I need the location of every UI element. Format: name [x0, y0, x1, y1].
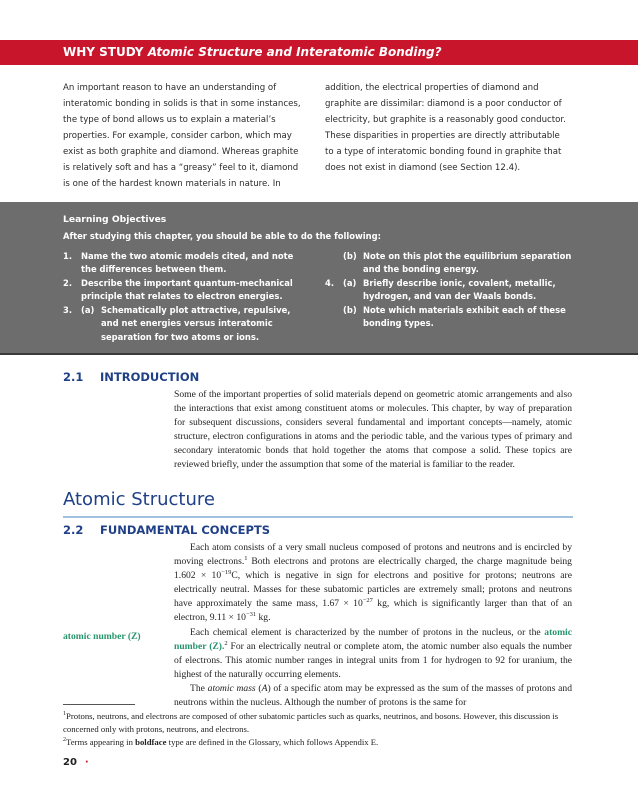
paragraph-3: The atomic mass (A) of a specific atom may be expressed as the sum of the masses of protons and neutrons within the nucleus. Although the number of protons is the same for	[174, 682, 573, 709]
learning-objectives-box: Learning Objectives After studying this chapter, you should be able to do the following: 1. Name the two atomic models cited, and note the differences between them. 2. Describe the important quantum-mechanical principle that relates to electron energies. 3. (a) Schematically plot attractive, repulsive, and net energies versus interatomic separation for two atoms or ions. (b) Note on this plot the equilibrium separation and the bonding energy. 4. (a) Briefly describe ionic, covalent, metallic, hydrogen, and van der Waals bonds. (b) Note which materials exhibit each of these bonding types.	[0, 202, 638, 355]
footnote-rule	[63, 704, 135, 705]
chapter-banner	[0, 40, 638, 65]
page-number: 20 ·	[63, 757, 89, 768]
objectives-subheading: After studying this chapter, you should be able to do the following:	[63, 231, 381, 241]
footnote-1: $^1$Protons, neutrons, and electrons are composed of other subatomic particles such as quarks, neutrinos, and bosons. However, this discussion is concerned only with protons, neutrons, and electrons.	[63, 711, 559, 734]
footnote-2: $^2$Terms appearing in boldface type are defined in the Glossary, which follows Appendix E.	[63, 737, 379, 747]
section-2-2-body	[174, 541, 572, 710]
section-2-1-heading: 2.1 INTRODUCTION	[63, 370, 200, 384]
part-heading-rule	[63, 516, 573, 518]
intro-left-column: An important reason to have an understanding of interatomic bonding in solids is that in some instances, the type of bond allows us to explain a material’s properties. For example, consider carbon, which may exist as both graphite and diamond. Whereas graphite is relatively soft and has a “greasy” feel to it, diamond is one of the hardest known materials in nature. In	[63, 83, 301, 189]
objectives-heading: Learning Objectives	[63, 214, 167, 225]
paragraph-2: Each chemical element is characterized by the number of protons in the nucleus, or the atomic number (Z).$^2$ For an electrically neutral or complete atom, the atomic number also equals the number of electrons. This atomic number ranges in integral units from 1 for hydrogen to 92 for uranium, the highest of the naturally occurring elements.	[174, 626, 572, 680]
section-2-2-heading: 2.2 FUNDAMENTAL CONCEPTS	[63, 523, 271, 537]
margin-term-atomic-number: atomic number (Z)	[63, 631, 141, 642]
intro-right-column: addition, the electrical properties of diamond and graphite are dissimilar: diamond is a poor conductor of electricity, but graphite is a reasonably good conductor. These disparities in properties are directly attributable to a type of interatomic bonding found in graphite that does not exist in diamond (see Section 12.4).	[325, 83, 566, 173]
banner-title: WHY STUDY Atomic Structure and Interatomic Bonding?	[63, 45, 442, 59]
part-heading: Atomic Structure	[63, 489, 215, 510]
section-2-1-body: Some of the important properties of solid materials depend on geometric atomic arrangements and also the interactions that exist among constituent atoms or molecules. This chapter, by way of preparation for subsequent discussions, considers several fundamental and important concepts—namely, atomic structure, electron configurations in atoms and the periodic table, and the various types of primary and secondary interatomic bonds that hold together the atoms that compose a solid. These topics are reviewed briefly, under the assumption that some of the material is familiar to the reader.	[174, 389, 572, 471]
paragraph-1: Each atom consists of a very small nucleus composed of protons and neutrons and is encircled by moving electrons.$^1$ Both electrons and protons are electrically charged, the charge magnitude being $1.602 \times 10^{-19}C$, which is negative in sign for electrons and positive for protons; neutrons are electrically neutral. Masses for these subatomic particles are extremely small; protons and neutrons have approximately the same mass, $1.67 \times 10^{-27}$ kg, which is significantly larger than that of an electron, $9.11 \times 10^{-31}$ kg.	[174, 542, 572, 624]
glossary-term-atomic-number: atomic number (Z).	[174, 626, 572, 652]
